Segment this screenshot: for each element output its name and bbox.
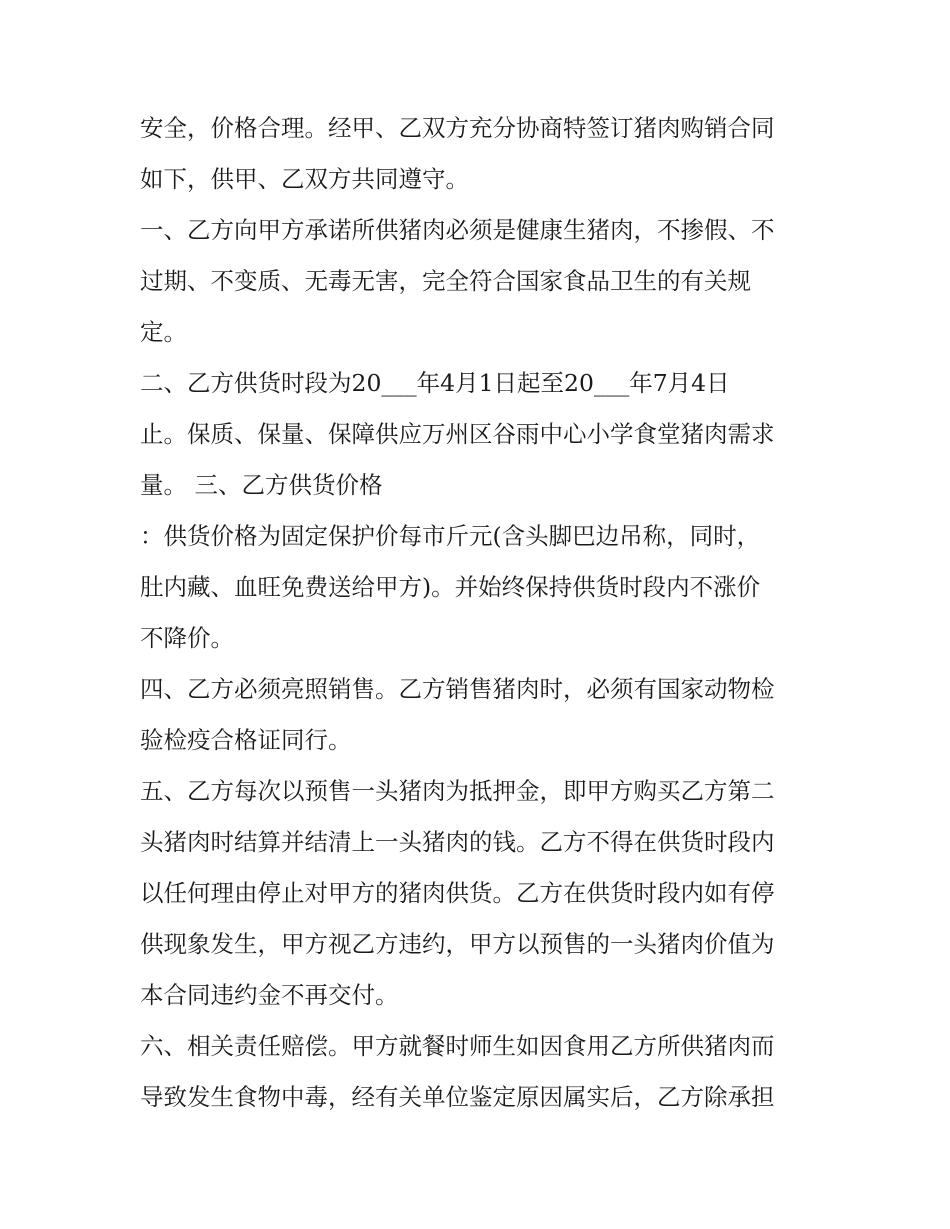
text-line: 不降价。 (140, 624, 234, 652)
text-line: 本合同违约金不再交付。 (140, 981, 399, 1009)
text-line: 肚内藏、血旺免费送给甲方)。并始终保持供货时段内不涨价 (140, 573, 761, 601)
text-line: 安全，价格合理。经甲、乙双方充分协商特签订猪肉购销合同 (140, 114, 775, 142)
text-line: 如下，供甲、乙双方共同遵守。 (140, 165, 469, 193)
text-line: 导致发生食物中毒，经有关单位鉴定原因属实后，乙方除承担 (140, 1083, 775, 1111)
text-line: 五、乙方每次以预售一头猪肉为抵押金，即甲方购买乙方第二 (140, 777, 775, 805)
text-line: 以任何理由停止对甲方的猪肉供货。乙方在供货时段内如有停 (140, 879, 775, 907)
text-line: 六、相关责任赔偿。甲方就餐时师生如因食用乙方所供猪肉而 (140, 1032, 775, 1060)
text-line: 头猪肉时结算并结清上一头猪肉的钱。乙方不得在供货时段内 (140, 828, 775, 856)
text-line: ：供货价格为固定保护价每市斤元(含头脚巴边吊称，同时， (140, 522, 761, 550)
text-line: 二、乙方供货时段为20___年4月1日起至20___年7月4日 (140, 369, 730, 397)
contract-body-text (140, 103, 820, 1123)
text-line: 量。 三、乙方供货价格 (140, 471, 383, 499)
text-line: 一、乙方向甲方承诺所供猪肉必须是健康生猪肉，不掺假、不 (140, 216, 775, 244)
text-line: 止。保质、保量、保障供应万州区谷雨中心小学食堂猪肉需求 (140, 420, 775, 448)
text-line: 验检疫合格证同行。 (140, 726, 352, 754)
text-line: 四、乙方必须亮照销售。乙方销售猪肉时，必须有国家动物检 (140, 675, 775, 703)
text-line: 过期、不变质、无毒无害，完全符合国家食品卫生的有关规 (140, 267, 751, 295)
text-line: 供现象发生，甲方视乙方违约，甲方以预售的一头猪肉价值为 (140, 930, 775, 958)
text-line: 定。 (140, 318, 187, 346)
